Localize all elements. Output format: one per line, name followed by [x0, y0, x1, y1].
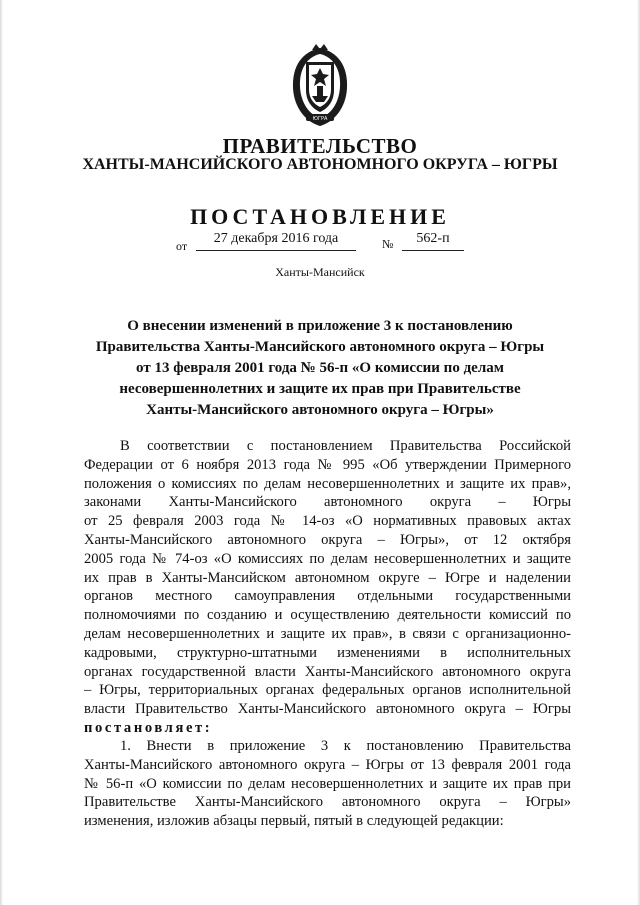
subject-line: несовершеннолетних и защите их прав при Правительстве: [119, 381, 521, 397]
number-label: №: [382, 237, 394, 251]
city: Ханты-Мансийск: [275, 265, 365, 279]
document-number: 562-п: [402, 231, 464, 251]
text-line: Федерации от 6 ноября 2013 года № 995 «Об утверждении Примерного: [84, 456, 571, 473]
text-line: кадровыми, структурно-штатными изменениями в исполнительных: [84, 644, 571, 661]
text-line: В соответствии с постановлением Правительства Российской: [120, 438, 571, 454]
text-line: власти Правительство Ханты-Мансийского автономного округа – Югры: [84, 701, 571, 718]
text-line: Ханты-Мансийского автономного округа – Югры», от 12 октября: [84, 531, 571, 548]
subject-line: Правительства Ханты-Мансийского автономного округа – Югры: [95, 339, 545, 355]
subject-line: Ханты-Мансийского автономного округа – Югры»: [146, 402, 494, 418]
text-line: Ханты-Мансийского автономного округа – Югры от 13 февраля 2001 года: [84, 756, 571, 773]
text-line: делам несовершеннолетних и защите их прав», в связи с организационно-: [84, 625, 571, 642]
text-line: 2005 года № 74-оз «О комиссиях по делам несовершеннолетних и защите: [84, 550, 571, 567]
text-line: от 25 февраля 2003 года № 14-оз «О нормативных правовых актах: [84, 513, 571, 530]
text-line: полномочиями по созданию и осуществлению деятельности комиссий по: [84, 607, 571, 624]
document-date-row: [176, 231, 496, 253]
text-line: органов местного самоуправления отдельными государственными: [84, 588, 571, 605]
preamble-paragraph: [84, 437, 571, 738]
text-line: их прав в Ханты-Мансийском автономном округе – Югре и наделении: [84, 569, 571, 586]
text-line: 1. Внести в приложение 3 к постановлению Правительства: [120, 738, 571, 754]
government-subtitle: ХАНТЫ-МАНСИЙСКОГО АВТОНОМНОГО ОКРУГА – ЮГРЫ: [82, 156, 558, 173]
text-line: – Югры, территориальных органах федеральных органов исполнительной: [84, 682, 571, 699]
from-label: от: [176, 239, 188, 253]
document-subject: [80, 316, 560, 421]
text-line: законами Ханты-Мансийского автономного округа – Югры: [84, 494, 571, 511]
text-line: органах государственной власти Ханты-Мансийского автономного округа: [84, 663, 571, 680]
document-type: ПОСТАНОВЛЕНИЕ: [190, 204, 450, 229]
subject-line: от 13 февраля 2001 года № 56-п «О комиссии по делам: [136, 360, 504, 376]
text-line: положения о комиссиях по делам несовершеннолетних и защите их прав»,: [84, 475, 571, 492]
text-line: изменения, изложив абзацы первый, пятый в следующей редакции:: [84, 813, 504, 830]
item-1-paragraph: [84, 737, 571, 831]
text-line: Правительстве Ханты-Мансийского автономного округа – Югры»: [84, 794, 571, 811]
government-title: ПРАВИТЕЛЬСТВО: [222, 134, 418, 158]
subject-line: О внесении изменений в приложение 3 к постановлению: [127, 318, 513, 334]
text-line: № 56-п «О комиссии по делам несовершеннолетних и защите их прав при: [84, 775, 571, 792]
emblem-ribbon-text: ЮГРА: [312, 116, 328, 122]
resolves-word: постановляет:: [84, 719, 213, 736]
khanty-mansi-coat-of-arms-icon: [288, 44, 352, 129]
document-date: 27 декабря 2016 года: [196, 231, 356, 251]
